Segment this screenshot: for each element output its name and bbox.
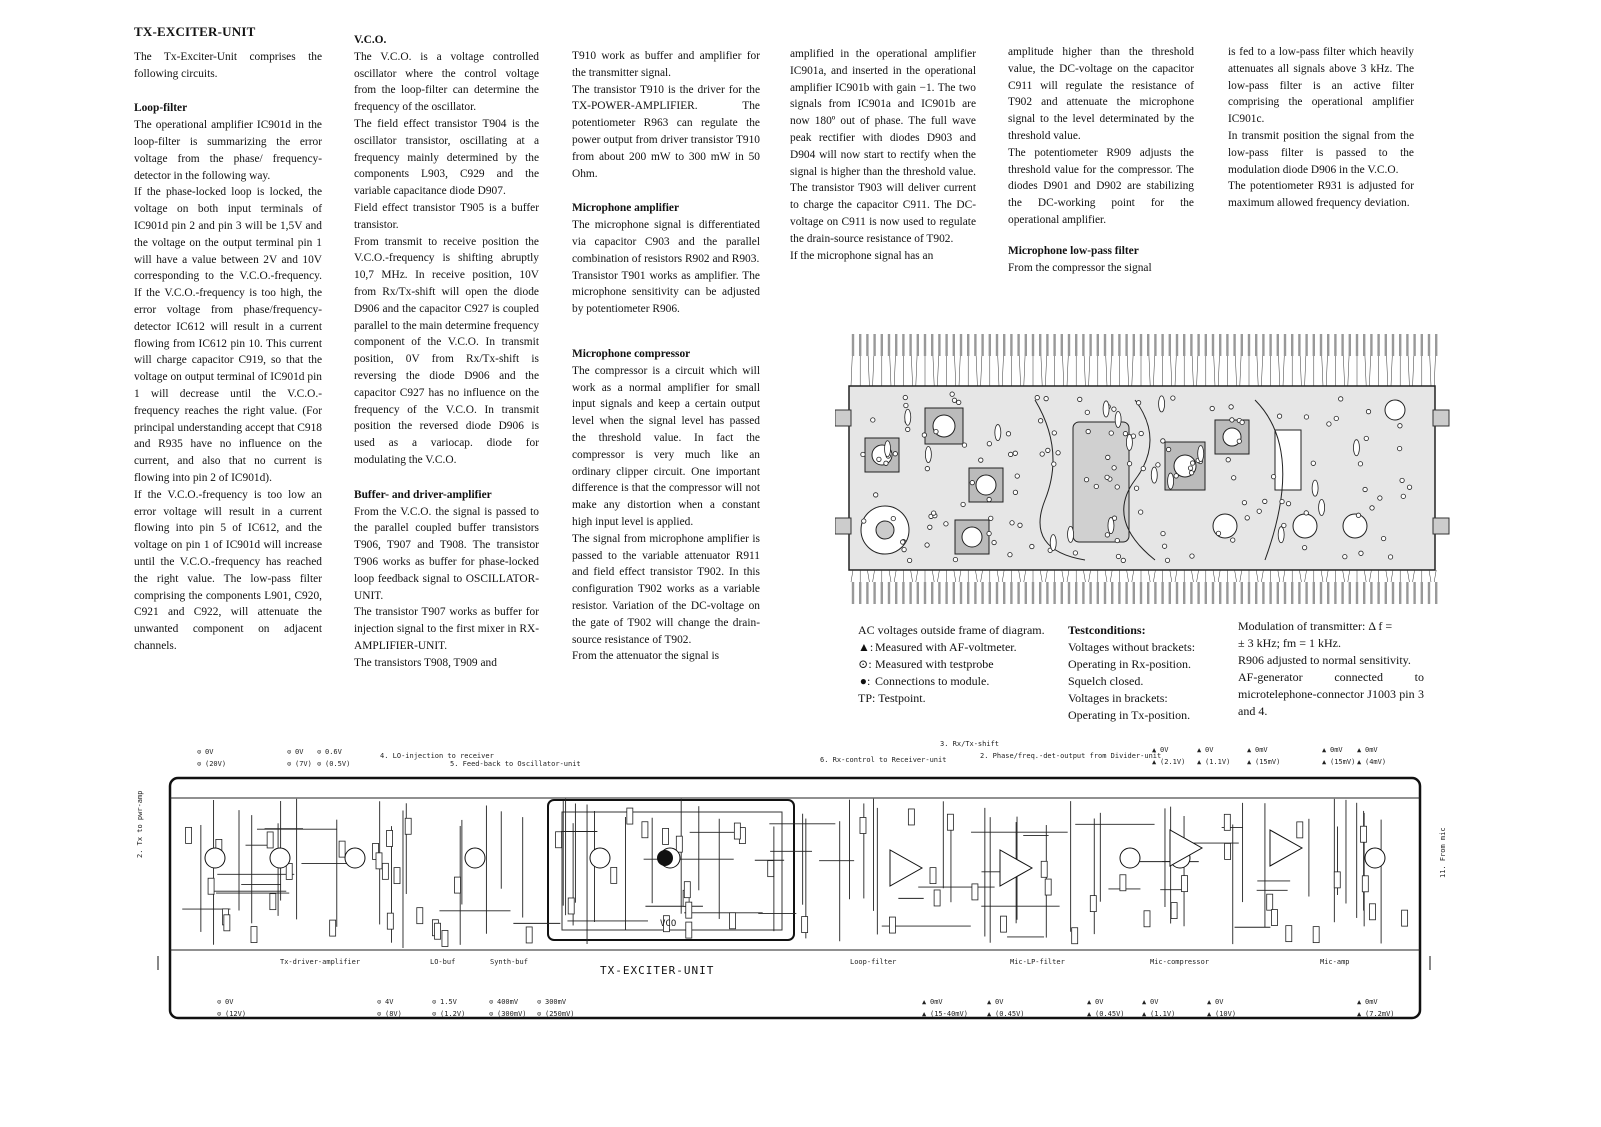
measurement-value: (300mV) [497,1010,527,1018]
measurement-symbol: ▲ [1357,998,1362,1006]
measurement-value: (250mV) [545,1010,575,1018]
paragraph: is fed to a low-pass filter which heavily attenuates all signals above 3 kHz. The low-pass filter is an active filter comprising the operational amplifier IC901c. [1228,46,1414,126]
measurement-value: (1.1V) [1150,1010,1176,1018]
measurement-value: 0V [995,998,1004,1006]
measurement-value: (8V) [385,1010,402,1018]
column-2 [354,24,539,671]
legend-line: ●: Connections to module. [859,674,990,688]
paragraph: amplified in the operational amplifier IC901a, and inserted in the operational amplifier IC901b with gain −1. The two signals from IC901a and IC901b are now 180º out of phase. The full wave peak rectifier with diodes D903 and D904 will now start to rectify when the signal is higher than the threshold value. The transistor T903 will deliver current to charge the capacitor C911. The DC-voltage on C911 is now used to regulate the drain-source resistance of T902. [790,48,976,245]
schematic-title: TX-EXCITER-UNIT [600,964,715,977]
section-labels [280,958,1350,966]
bottom-pin-labels [851,570,1437,604]
side-note: 2. Tx to pwr-amp [136,790,144,858]
measurement-value: (0.5V) [325,760,351,768]
note-label: 5. Feed-back to Oscillator-unit [450,760,581,768]
test-condition-line: Voltages without brackets: [1068,640,1196,654]
column-5 [1008,44,1194,276]
paragraph: The signal from microphone amplifier is passed to the variable attenuator R911 and field effect transistor T902. In this configuration T902 works as a variable resistor. Variation of the DC-voltage on the gate of T902 will change the drain-source resistance of T902. [572,532,760,646]
measurement-symbol: ⊙ [377,998,382,1006]
component-layout-drawing [835,330,1455,618]
test-condition-line: Operating in Tx-position. [1068,708,1191,722]
measurement-symbol: ▲ [1322,746,1327,754]
test-conditions-title: Testconditions: [1068,623,1146,637]
legend-line: AC voltages outside frame of diagram. [858,623,1045,637]
measurement-symbol: ▲ [1207,998,1212,1006]
measurement-value: (1.2V) [440,1010,466,1018]
circuit-schematic [130,738,1460,1048]
measurement-value: 4V [385,998,394,1006]
side-note: 11. From mic [1439,827,1447,878]
measurement-value: 0V [1215,998,1224,1006]
measurement-symbol: ⊙ [432,1010,437,1018]
testprobe-icon: ⊙: [858,657,872,671]
measurement-symbol: ⊙ [217,1010,222,1018]
measurement-value: (0.45V) [995,1010,1025,1018]
paragraph: From transmit to receive position the V.C.O.-frequency is shifting abruptly 10,7 MHz. In receive position, 10V from Rx/Tx-shift will open the diode D906 and the capacitor C927 is coupled parallel to the main determine frequency component of the V.C.O. In transmit position, 0V from Rx/Tx-shift is reversing the diode D906 and the capacitor C927 has no influence on the frequency of the V.C.O. In transmit position the reversed diode D906 is used as a variocap. diode for modulating the V.C.O. [354,235,540,466]
measurement-value: (7.2mV) [1365,1010,1395,1018]
measurement-value: (4mV) [1365,758,1387,766]
measurement-symbol: ⊙ [432,998,437,1006]
measurement-symbol: ▲ [1197,746,1202,754]
vco-heading: V.C.O. [354,34,387,46]
measurement-symbol: ▲ [1152,758,1157,766]
measurement-value: (15mV) [1330,758,1356,766]
paragraph: From the attenuator the signal is [572,650,720,663]
legend-line: ⊙: Measured with testprobe [858,657,994,671]
measurement-value: 0mV [1365,746,1378,754]
top-pin-labels [851,334,1437,386]
measurement-value: (10V) [1215,1010,1237,1018]
modulation-line: Modulation of transmitter: Δ f = [1238,619,1393,633]
paragraph: The field effect transistor T904 is the oscillator transistor, oscillating at a frequency mainly determined by the components L903, C929 and the variable capacitance diode D907. [354,117,539,198]
measurement-symbol: ▲ [1247,758,1252,766]
measurement-symbol: ⊙ [377,1010,382,1018]
measurement-value: 300mV [545,998,567,1006]
mic-lowpass-heading: Microphone low-pass filter [1008,244,1139,257]
section-label: Synth-buf [490,958,528,966]
paragraph: From the compressor the signal [1008,261,1152,274]
measurement-value: (12V) [225,1010,247,1018]
paragraph: The operational amplifier IC901d in the loop-filter is summarizing the error voltage from the phase/ frequency-detector in the following way. [134,119,322,182]
legend-line: ▲: Measured with AF-voltmeter. [858,640,1017,654]
measurement-value: 0.6V [325,748,342,756]
measurement-symbol: ▲ [1087,1010,1092,1018]
paragraph: If the phase-locked loop is locked, the voltage on both input terminals of IC901d pin 2 and pin 3 will be 1,5V and the voltage on the output terminal pin 1 will have a value between 2V and 10V corresponding to the V.C.O.-frequency. If the V.C.O.-frequency is too high, the error voltage from phase/frequency-detector IC612 will result in a current flowing from IC612 pin 10. This current will charge capacitor C919, so that the voltage on output terminal of IC901d pin 1 will decrease until the V.C.O.-frequency reaches the right value. (For principal understanding accept that C918 and R935 have no influence on the current, and also that no current is flowing into pin 2 of IC901d). [134,186,322,484]
measurement-symbol: ▲ [1357,1010,1362,1018]
column-3 [572,48,760,665]
measurement-value: 0V [295,748,304,756]
legend-line: TP: Testpoint. [858,691,926,705]
column-1 [134,24,322,655]
test-condition-line: Voltages in brackets: [1068,691,1168,705]
measurement-symbol: ⊙ [197,748,202,756]
modulation-notes [1238,618,1424,720]
column-4 [790,46,976,264]
vco-label: VCO [660,919,677,929]
measurement-symbol: ⊙ [287,748,292,756]
measurement-legend [858,622,1058,707]
measurement-symbol: ⊙ [317,748,322,756]
measurement-value: (15mV) [1255,758,1281,766]
measurement-symbol: ▲ [922,998,927,1006]
measurement-symbol: ▲ [1207,1010,1212,1018]
buffer-heading: Buffer- and driver-amplifier [354,488,492,501]
section-label: Mic-compressor [1150,958,1210,966]
measurement-values [197,746,1395,1018]
measurement-value: 0mV [1330,746,1343,754]
measurement-symbol: ▲ [1142,1010,1147,1018]
measurement-value: (20V) [205,760,227,768]
measurement-symbol: ▲ [1357,746,1362,754]
section-label: LO-buf [430,958,456,966]
measurement-symbol: ▲ [1152,746,1157,754]
paragraph: If the microphone signal has an [790,249,934,262]
modulation-line: ± 3 kHz; fm = 1 kHz. [1238,636,1342,650]
measurement-symbol: ⊙ [537,998,542,1006]
section-label: Mic-LP-filter [1010,958,1065,966]
measurement-value: (1.1V) [1205,758,1231,766]
note-label: 4. LO-injection to receiver [380,752,494,760]
note-label: 2. Phase/freq.-det-output from Divider-unit [980,752,1162,760]
intro-text: The Tx-Exciter-Unit comprises the following circuits. [134,50,322,80]
paragraph: The microphone signal is differentiated via capacitor C903 and the parallel combination of resistors R902 and R903. [572,219,760,265]
loop-filter-heading: Loop-filter [134,102,188,115]
paragraph: The transistors T908, T909 and [354,656,497,669]
column-6 [1228,44,1414,212]
paragraph: Transistor T901 works as amplifier. The microphone sensitivity can be adjusted by potentiometer R906. [572,269,760,316]
measurement-symbol: ⊙ [197,760,202,768]
measurement-value: 400mV [497,998,519,1006]
test-condition-line: Squelch closed. [1068,674,1144,688]
measurement-symbol: ▲ [1087,998,1092,1006]
measurement-value: 0V [225,998,234,1006]
measurement-symbol: ▲ [987,1010,992,1018]
paragraph: In transmit position the signal from the low-pass filter is passed to the modulation diode D906 in the V.C.O. [1228,129,1414,176]
measurement-value: 0V [1150,998,1159,1006]
note-label: 3. Rx/Tx-shift [940,740,1000,748]
measurement-symbol: ⊙ [317,760,322,768]
dot-icon: ●: [859,674,871,688]
testpoint-label: TP: [858,691,876,705]
measurement-symbol: ⊙ [537,1010,542,1018]
test-condition-line: Operating in Rx-position. [1068,657,1191,671]
test-conditions [1068,622,1228,724]
measurement-value: 0V [205,748,214,756]
measurement-symbol: ▲ [922,1010,927,1018]
measurement-symbol: ▲ [987,998,992,1006]
page-title: TX-EXCITER-UNIT [134,24,256,39]
paragraph: From the V.C.O. the signal is passed to the parallel coupled buffer transistors T906, T907 and T908. The transistor T906 works as buffer for phase-locked loop feedback signal to OSCILLATOR-UNIT. [354,505,539,602]
paragraph: The compressor is a circuit which will work as a normal amplifier for small input signals and keep a certain output level when the signal level has passed the threshold value. In fact the compressor is very much like an ordinary clipper circuit. One important difference is that the compressor will not make any distortion when a constant high input level is applied. [572,364,760,528]
measurement-value: 0mV [1255,746,1268,754]
measurement-symbol: ⊙ [287,760,292,768]
triangle-icon: ▲: [858,640,874,654]
measurement-value: (15-40mV) [930,1010,968,1018]
measurement-symbol: ▲ [1247,746,1252,754]
section-label: Loop-filter [850,958,897,966]
measurement-value: (7V) [295,760,312,768]
measurement-value: 0V [1205,746,1214,754]
mic-amp-heading: Microphone amplifier [572,202,680,215]
measurement-symbol: ⊙ [217,998,222,1006]
paragraph: The V.C.O. is a voltage controlled oscillator where the control voltage from the loop-filter can determine the frequency of the oscillator. [354,50,539,114]
paragraph: The transistor T910 is the driver for the TX-POWER-AMPLIFIER. The potentiometer R963 can regulate the power output from driver transistor T910 from about 200 mW to 300 mW in 50 Ohm. [572,83,760,180]
measurement-value: (2.1V) [1160,758,1186,766]
paragraph: T910 work as buffer and amplifier for the transmitter signal. [572,50,760,79]
measurement-symbol: ▲ [1322,758,1327,766]
paragraph: amplitude higher than the threshold value, the DC-voltage on the capacitor C911 will regulate the resistance of T902 and attenuate the microphone signal to the level determinated by the threshold value. [1008,46,1194,142]
paragraph: Field effect transistor T905 is a buffer transistor. [354,201,539,231]
measurement-value: 0V [1095,998,1104,1006]
measurement-value: 0mV [1365,998,1378,1006]
paragraph: The potentiometer R909 adjusts the threshold value for the compressor. The diodes D901 and D902 are stabilizing the DC-working point for the operational amplifier. [1008,146,1194,226]
modulation-line: AF-generator connected to microtelephone-connector J1003 pin 3 and 4. [1238,670,1424,718]
measurement-symbol: ▲ [1142,998,1147,1006]
measurement-value: 0mV [930,998,943,1006]
measurement-symbol: ▲ [1197,758,1202,766]
note-label: 6. Rx-control to Receiver-unit [820,756,947,764]
section-label: Tx-driver-amplifier [280,958,361,966]
modulation-line: R906 adjusted to normal sensitivity. [1238,653,1411,667]
paragraph: The transistor T907 works as buffer for injection signal to the first mixer in RX-AMPLIFIER-UNIT. [354,606,539,652]
measurement-symbol: ▲ [1357,758,1362,766]
paragraph: The potentiometer R931 is adjusted for maximum allowed frequency deviation. [1228,180,1414,210]
measurement-symbol: ⊙ [489,1010,494,1018]
measurement-value: (0.45V) [1095,1010,1125,1018]
mic-compressor-heading: Microphone compressor [572,347,691,360]
measurement-value: 1.5V [440,998,457,1006]
paragraph: If the V.C.O.-frequency is too low an error voltage will result in a current flowing into pin 5 of IC612, and the voltage on pin 1 of IC901d will increase until the V.C.O.-frequency has reached the right value. The low-pass filter comprising the components L901, C920, C921 and C922, will attenuate the unwanted component on adjacent channels. [134,488,322,652]
measurement-symbol: ⊙ [489,998,494,1006]
section-label: Mic-amp [1320,958,1350,966]
measurement-value: 0V [1160,746,1169,754]
